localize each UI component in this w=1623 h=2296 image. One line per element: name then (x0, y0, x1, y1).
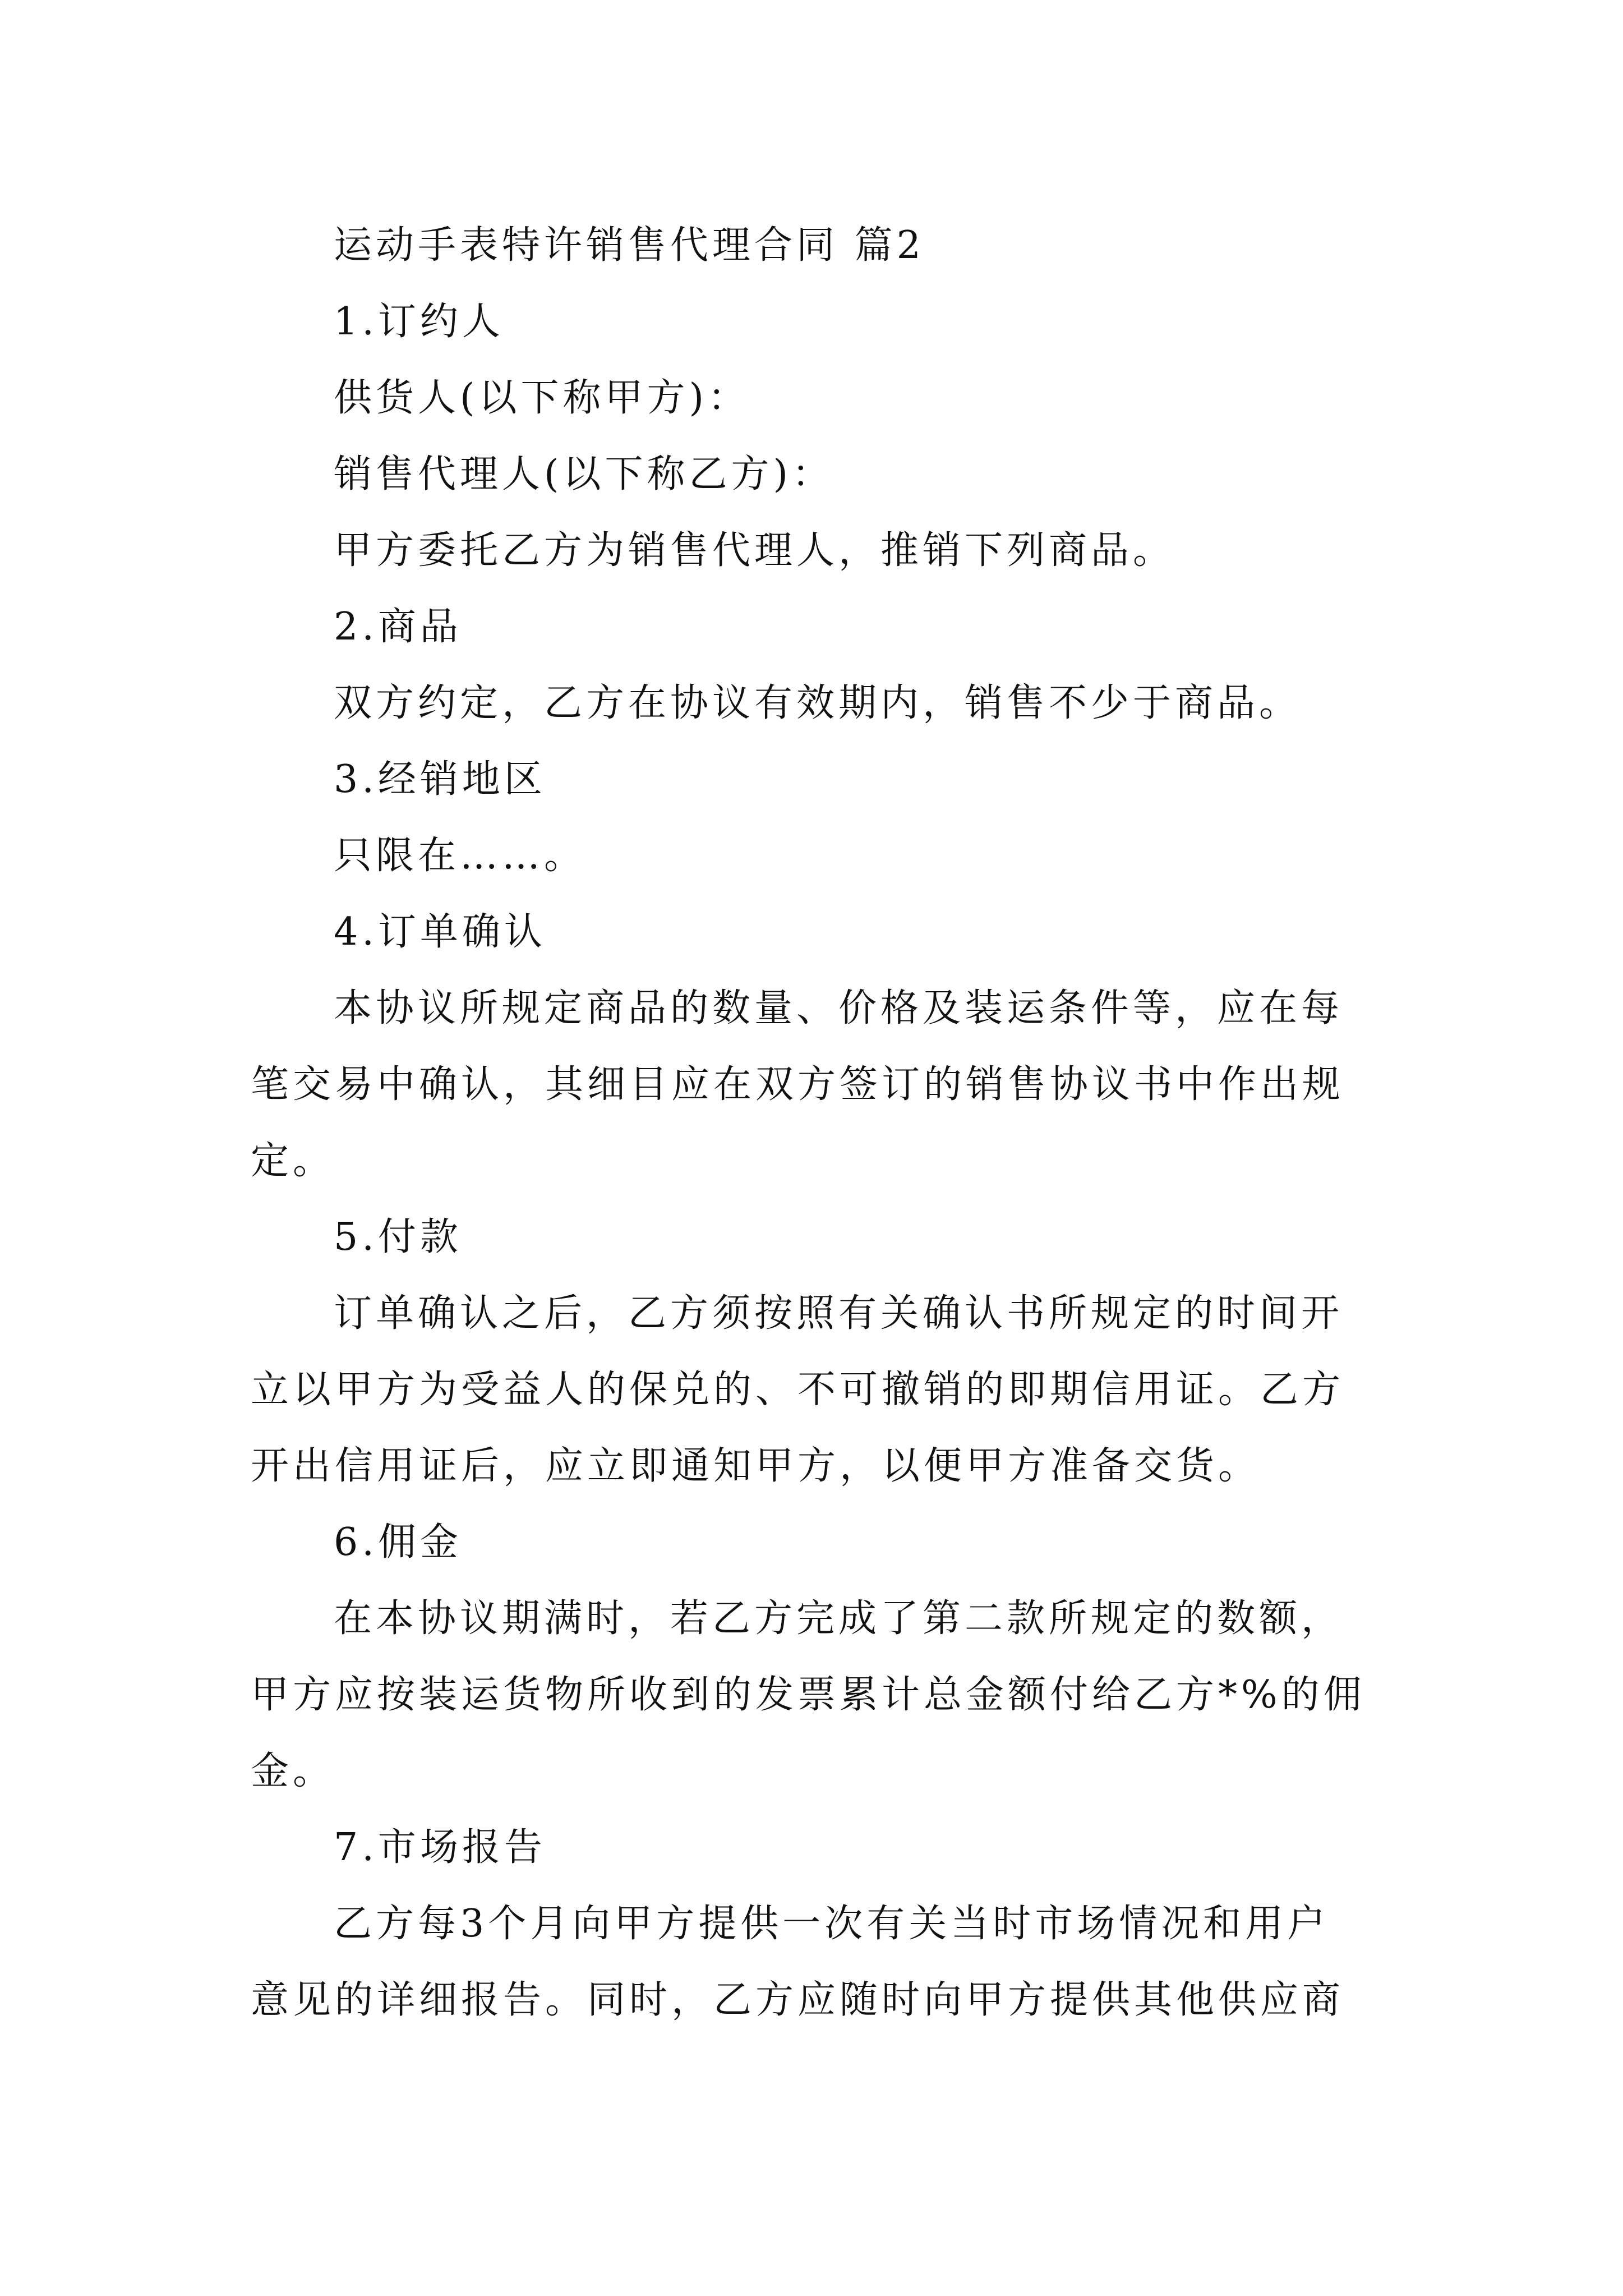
paragraph-line: 开出信用证后，应立即通知甲方，以便甲方准备交货。 (251, 1444, 1261, 1488)
paragraph-line: 乙方每3个月向甲方提供一次有关当时市场情况和用户 (334, 1902, 1330, 1946)
paragraph-line: 供货人(以下称甲方)： (334, 376, 750, 420)
section-heading: 2.商品 (334, 605, 462, 649)
section-heading: 4.订单确认 (334, 910, 546, 954)
paragraph-line: 甲方委托乙方为销售代理人，推销下列商品。 (334, 528, 1175, 573)
paragraph-line: 双方约定，乙方在协议有效期内，销售不少于商品。 (334, 681, 1302, 725)
section-heading: 6.佣金 (334, 1520, 462, 1565)
section-heading: 3.经销地区 (334, 757, 546, 802)
paragraph-line: 意见的详细报告。同时，乙方应随时向甲方提供其他供应商 (251, 1978, 1345, 2022)
paragraph-line: 在本协议期满时，若乙方完成了第二款所规定的数额， (334, 1596, 1344, 1641)
paragraph-line: 销售代理人(以下称乙方)： (334, 452, 834, 496)
paragraph-line: 定。 (251, 1139, 335, 1183)
section-heading: 5.付款 (334, 1215, 462, 1259)
document-title: 运动手表特许销售代理合同 篇2 (334, 223, 925, 268)
paragraph-line: 订单确认之后，乙方须按照有关确认书所规定的时间开 (334, 1291, 1344, 1336)
paragraph-line: 甲方应按装运货物所收到的发票累计总金额付给乙方*%的佣 (251, 1673, 1366, 1717)
paragraph-line: 只限在……。 (334, 834, 587, 878)
paragraph-line: 金。 (251, 1749, 335, 1793)
paragraph-line: 本协议所规定商品的数量、价格及装运条件等，应在每 (334, 986, 1344, 1030)
section-heading: 1.订约人 (334, 300, 504, 344)
paragraph-line: 立以甲方为受益人的保兑的、不可撤销的即期信用证。乙方 (251, 1368, 1345, 1412)
paragraph-line: 笔交易中确认，其细目应在双方签订的销售协议书中作出规 (251, 1062, 1345, 1107)
document-body (251, 208, 1395, 2039)
section-heading: 7.市场报告 (334, 1825, 546, 1870)
